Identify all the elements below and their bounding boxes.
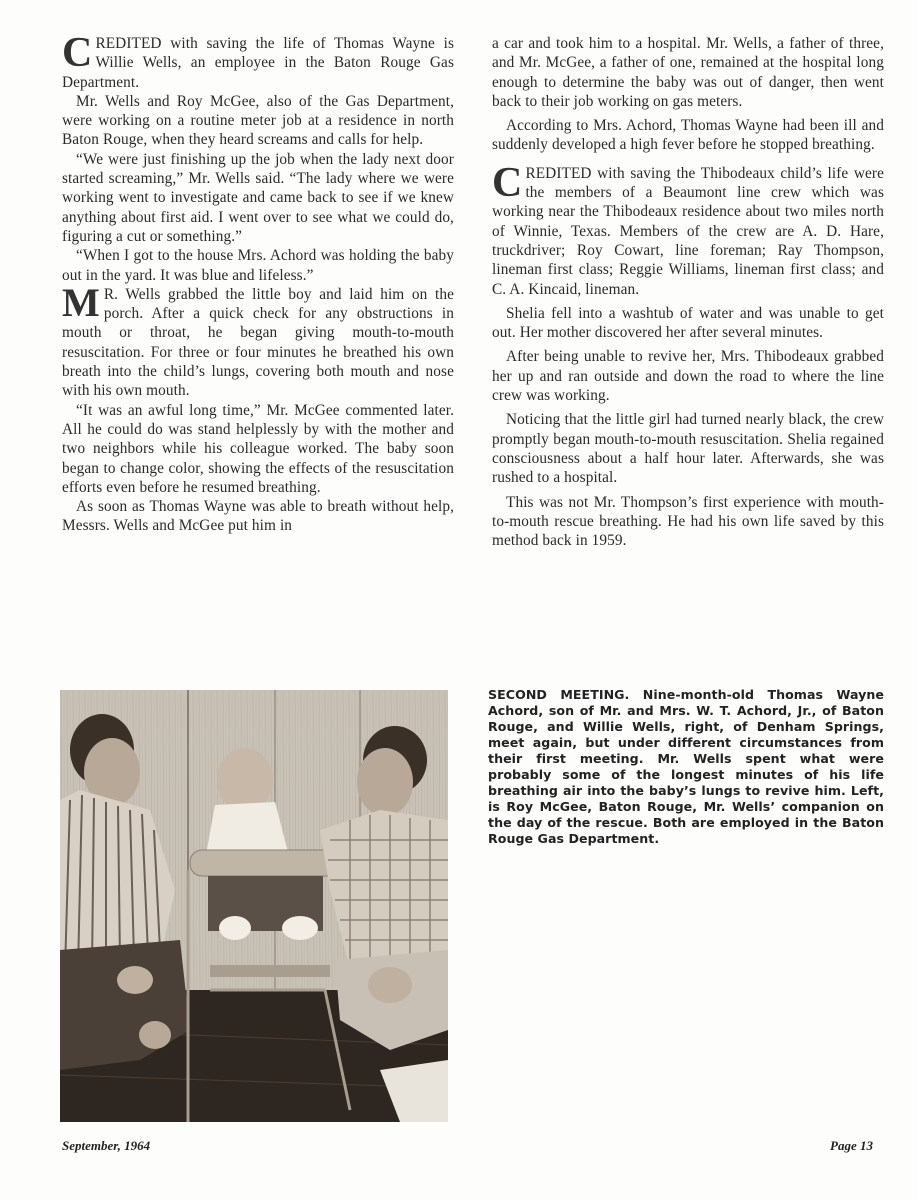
article-paragraph: CREDITED with saving the life of Thomas Wayne is Willie Wells, an employee in the Baton Rouge Gas Department. bbox=[62, 30, 454, 91]
caption-lead-in: SECOND MEETING. bbox=[488, 687, 630, 702]
photo-caption bbox=[488, 687, 884, 847]
article-paragraph: Shelia fell into a washtub of water and was unable to get out. Her mother discovered her after several minutes. bbox=[492, 304, 884, 342]
article-paragraph: As soon as Thomas Wayne was able to breath without help, Messrs. Wells and McGee put him in bbox=[62, 498, 454, 535]
article-right-column bbox=[492, 34, 884, 550]
issue-date: September, 1964 bbox=[62, 1138, 151, 1153]
drop-cap: M bbox=[62, 279, 100, 325]
article-paragraph: M R. Wells grabbed the little boy and laid him on the porch. After a quick check for any obstructions in mouth or throat, he began giving mouth-to-mouth resuscitation. For three or four minutes he breathed his own breath into the child’s lungs, covering both mouth and nose with his own mouth. bbox=[62, 279, 454, 400]
article-paragraph: “It was an awful long time,” Mr. McGee commented later. All he could do was stand helplessly by with the mother and two neighbors while his colleague worked. The baby soon began to change color, showing the effects of the resuscitation efforts even before he resumed breathing. bbox=[62, 401, 454, 496]
article-paragraph: Noticing that the little girl had turned nearly black, the crew promptly began mouth-to-mouth resuscitation. Shelia regained consciousness about a half hour later. Afterwards, she was rushed to a hospital. bbox=[492, 411, 884, 487]
page-number: Page 13 bbox=[830, 1138, 873, 1153]
drop-cap: C bbox=[62, 30, 93, 76]
article-paragraph: “When I got to the house Mrs. Achord was holding the baby out in the yard. It was blue and lifeless.” bbox=[62, 247, 454, 284]
drop-cap: C bbox=[492, 159, 523, 206]
caption-text: Nine-month-old Thomas Wayne Achord, son of Mr. and Mrs. W. T. Achord, Jr., of Baton Rouge, and Willie Wells, right, of Denham Springs, meet again, but under different circumstances from their first meeting. Mr. Wells spent what were probably some of the longest minutes of his life breathing air into the baby’s lungs to revive him. Left, is Roy McGee, Baton Rouge, Mr. Wells’ companion on the day of the rescue. Both are employed in the Baton Rouge Gas Department. bbox=[488, 687, 884, 846]
article-paragraph: a car and took him to a hospital. Mr. Wells, a father of three, and Mr. McGee, a father of one, remained at the hospital long enough to determine the baby was out of danger, then went back to their job working on gas meters. bbox=[492, 35, 884, 110]
article-paragraph: This was not Mr. Thompson’s first experience with mouth-to-mouth rescue breathing. He had his own life saved by this method back in 1959. bbox=[492, 493, 884, 550]
article-left-column bbox=[62, 30, 454, 536]
article-paragraph: After being unable to revive her, Mrs. Thibodeaux grabbed her up and ran outside and down the road to where the line crew was working. bbox=[492, 348, 884, 405]
article-paragraph: “We were just finishing up the job when the lady next door started screaming,” Mr. Wells said. “The lady where we were working went to investigate and came back to see if we knew anything about first aid. I went over to see what we could do, figuring a cut or something.” bbox=[62, 150, 454, 245]
article-paragraph: CREDITED with saving the Thibodeaux child’s life were the members of a Beaumont line crew which was working near the Thibodeaux residence about two miles north of Winnie, Texas. Members of the crew are A. D. Hare, truckdriver; Roy Cowart, line foreman; Ray Thompson, lineman first class; Reggie Williams, lineman first class; and C. A. Kincaid, lineman. bbox=[492, 159, 884, 298]
article-paragraph: Mr. Wells and Roy McGee, also of the Gas Department, were working on a routine meter job at a residence in north Baton Rouge, when they heard screams and calls for help. bbox=[62, 92, 454, 149]
article-photo bbox=[60, 690, 448, 1122]
article-paragraph: According to Mrs. Achord, Thomas Wayne had been ill and suddenly developed a high fever before he stopped breathing. bbox=[492, 117, 884, 154]
